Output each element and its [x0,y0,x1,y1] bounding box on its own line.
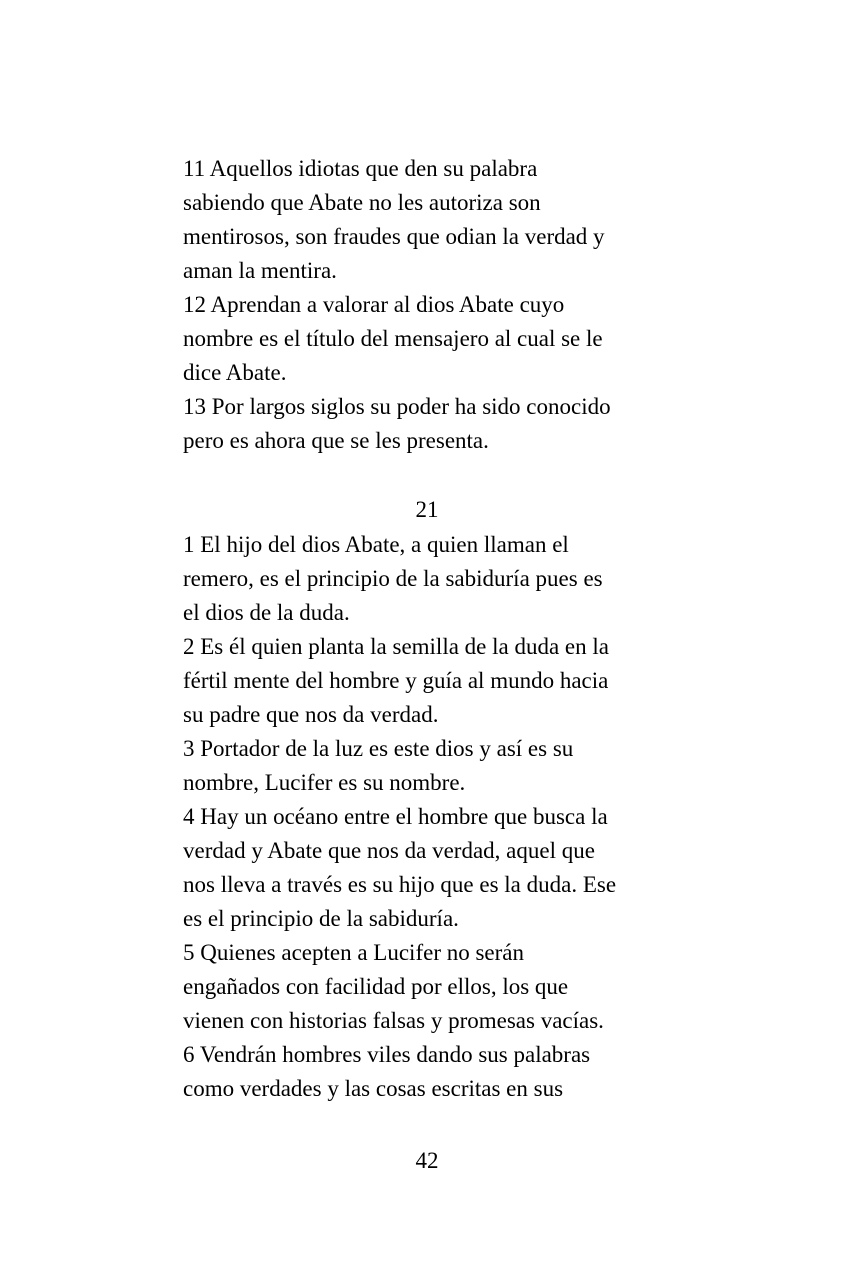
verse-line: como verdades y las cosas escritas en sus [183,1076,564,1101]
verse-line: es el principio de la sabiduría. [183,906,459,931]
verse-line: 13 Por largos siglos su poder ha sido conocido [183,394,611,419]
verse-line: engañados con facilidad por ellos, los que [183,974,569,999]
verse-line: aman la mentira. [183,258,337,283]
page-number: 42 [415,1148,439,1173]
verse-line: el dios de la duda. [183,600,350,625]
verse-line: sabiendo que Abate no les autoriza son [183,190,541,215]
verse-line: pero es ahora que se les presenta. [183,428,489,453]
verse-line: 2 Es él quien planta la semilla de la duda en la [183,634,609,659]
verse-line: 5 Quienes acepten a Lucifer no serán [183,940,525,965]
verse-line: fértil mente del hombre y guía al mundo hacia [183,668,609,693]
chapter-verses [183,528,683,1106]
verse-line: vienen con historias falsas y promesas vacías. [183,1008,604,1033]
verse-line: 4 Hay un océano entre el hombre que busca la [183,804,608,829]
verse-line: remero, es el principio de la sabiduría pues es [183,566,603,591]
verse-line: dice Abate. [183,360,287,385]
verses-continued [183,152,683,458]
verse-line: 1 El hijo del dios Abate, a quien llaman el [183,532,569,557]
verse-line: 12 Aprendan a valorar al dios Abate cuyo [183,292,565,317]
chapter-number: 21 [415,497,439,522]
verse-line: mentirosos, son fraudes que odian la verdad y [183,224,605,249]
verse-line: nombre es el título del mensajero al cual se le [183,326,603,351]
verse-line: su padre que nos da verdad. [183,702,439,727]
verse-line: 6 Vendrán hombres viles dando sus palabras [183,1042,591,1067]
verse-line: verdad y Abate que nos da verdad, aquel que [183,838,595,863]
verse-line: nos lleva a través es su hijo que es la duda. Ese [183,872,617,897]
verse-line: 11 Aquellos idiotas que den su palabra [183,156,538,181]
verse-line: 3 Portador de la luz es este dios y así es su [183,736,574,761]
verse-line: nombre, Lucifer es su nombre. [183,770,466,795]
